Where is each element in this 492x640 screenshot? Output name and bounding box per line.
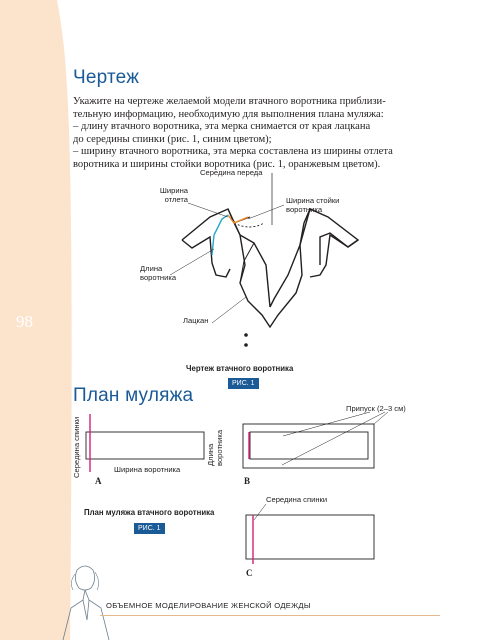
footer-divider	[100, 615, 440, 616]
label-stand-width: Ширина стойки воротника	[286, 196, 340, 214]
text-line: тельную информацию, необходимую для выполнения плана муляжа:	[73, 108, 384, 120]
section-title-plan: План муляжа	[73, 385, 194, 406]
running-title: ОБЪЕМНОЕ МОДЕЛИРОВАНИЕ ЖЕНСКОЙ ОДЕЖДЫ	[106, 601, 311, 610]
label-lapel: Лацкан	[183, 316, 209, 325]
plan-a-label-collar-width: Ширина воротника	[114, 465, 181, 474]
plan-a-label-collar-length: Длина воротника	[206, 429, 224, 466]
label-front-middle: Середина переда	[200, 168, 263, 177]
text-line: воротника и ширины стойки воротника (рис. 1, оранжевым цветом).	[73, 158, 381, 170]
plan-a-label-back-middle: Середина спинки	[72, 416, 81, 478]
text-line: – длину втачного воротника, эта мерка снимается от края лацкана	[73, 121, 371, 133]
plan-badge: РИС. 1	[134, 523, 165, 534]
plan-a-rect	[86, 432, 204, 459]
plan-b-letter: B	[244, 476, 251, 486]
label-fall-width: Ширина отлета	[159, 186, 188, 204]
plan-b-pointer-2	[282, 412, 385, 465]
figure1-badge: РИС. 1	[228, 378, 259, 389]
text-line: до середины спинки (рис. 1, синим цветом);	[73, 133, 272, 145]
plan-c-letter: C	[246, 568, 253, 578]
figure1-caption: Чертеж втачного воротника	[186, 364, 294, 373]
section-title-chertezh: Чертеж	[73, 67, 140, 88]
woman-illustration	[57, 560, 117, 640]
plan-c-rect	[246, 515, 374, 559]
text-line: Укажите на чертеже желаемой модели втачного воротника приблизи-	[73, 96, 386, 107]
label-collar-length: Длина воротника	[140, 264, 177, 282]
text-line: – ширину втачного воротника, эта мерка составлена из ширины отлета	[73, 146, 393, 158]
plan-c-label-back-middle: Середина спинки	[266, 495, 328, 504]
plan-b-inner	[250, 432, 368, 459]
plan-b-outer	[243, 424, 374, 468]
plan-c-pointer	[254, 504, 266, 520]
plan-b-label-allowance: Припуск (2–3 см)	[346, 404, 406, 413]
plan-a-letter: А	[95, 476, 102, 486]
page-number: 98	[16, 312, 33, 331]
plan-caption: План муляжа втачного воротника	[84, 508, 215, 517]
